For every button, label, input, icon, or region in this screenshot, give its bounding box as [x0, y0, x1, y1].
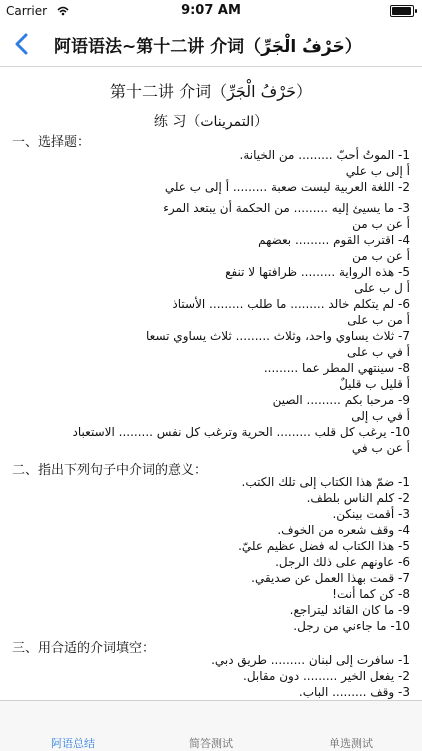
exercise-line: 1- سافرت إلى لبنان ......... طريق دبي.	[211, 653, 410, 667]
exercise-line: أ عن ب من	[352, 249, 410, 263]
exercise-line: 1- ضمّ هذا الكتاب إلى تلك الكتب.	[241, 475, 410, 489]
exercise-subtitle: 练 习（التمرينات）	[153, 114, 269, 130]
exercise-line: 6- لم يتكلم خالد ......... ما طلب ......... الأستاذ	[172, 297, 410, 311]
exercise-line: 4- وقف شعره من الخوف.	[277, 523, 410, 537]
battery-icon	[390, 5, 414, 17]
exercise-line: أ ل ب على	[354, 281, 410, 295]
status-time: 9:07 AM	[181, 3, 241, 18]
section-heading-2: 二、指出下列句子中介词的意义：	[12, 463, 208, 478]
exercise-line: 7- قمت بهذا العمل عن صديقي.	[251, 571, 410, 585]
exercise-line: 9- ما كان القائد ليتراجع.	[289, 603, 410, 617]
tab-short-answer[interactable]: 简答测试	[189, 737, 233, 750]
exercise-line: أ إلى ب علي	[345, 164, 410, 178]
back-button[interactable]	[8, 30, 36, 58]
exercise-line: 8- سينتهي المطر عما .........	[263, 361, 410, 375]
exercise-line: 1- الموتُ أحبّ ......... من الخيانة.	[239, 148, 410, 162]
exercise-line: 7- ثلاث يساوي واحد، وثلاث ......... ثلاث يساوي تسعا	[146, 329, 410, 343]
lesson-title: 第十二讲 介词（حَرْفُ الْجَرِّ）	[110, 82, 312, 101]
section-heading-3: 三、用合适的介词填空：	[12, 641, 156, 656]
lesson-content[interactable]	[0, 67, 422, 700]
exercise-line: 3- ما يسيئ إليه ......... من الحكمة أن يبتعد المرء	[163, 201, 410, 215]
exercise-line: أ من ب على	[347, 313, 410, 327]
exercise-line: 5- هذه الرواية ......... ظرافتها لا تنفع	[225, 265, 410, 279]
navigation-bar	[0, 22, 422, 67]
exercise-line: 2- كلم الناس بلطف.	[306, 491, 410, 505]
tab-summary[interactable]: 阿语总结	[51, 737, 95, 750]
exercise-line: 5- هذا الكتاب له فضل عظيم عليّ.	[238, 539, 410, 553]
exercise-line: 3- وقف ......... الباب.	[298, 685, 410, 699]
exercise-line: أ قليل ب قليلٌ	[339, 377, 410, 391]
exercise-line: 3- أقمت بينكن.	[332, 507, 410, 521]
exercise-line: 4- اقترب القوم ......... بعضهم	[258, 233, 410, 247]
tab-single-choice[interactable]: 单选测试	[329, 737, 373, 750]
status-bar	[0, 0, 422, 22]
exercise-line: 10- يرغب كل قلب ......... الحرية وترغب كل نفس ......... الاستعباد	[72, 425, 410, 439]
carrier-text: Carrier	[6, 4, 48, 18]
page-title: 阿语语法~第十二讲 介词（حَرْفُ الْجَرِّ）	[54, 37, 362, 57]
exercise-line: 9- مرحبا بكم ......... الصين	[272, 393, 410, 407]
exercise-line: 2- اللغة العربية ليست صعبة ......... أ إلى ب علي	[164, 180, 410, 194]
exercise-line: 2- يفعل الخير ......... دون مقابل.	[243, 669, 410, 683]
section-heading-1: 一、选择题：	[12, 135, 91, 150]
exercise-line: 10- ما جاءني من رجل.	[293, 619, 410, 633]
exercise-line: 8- كن كما أنت!	[332, 587, 410, 601]
exercise-line: أ عن ب في	[351, 441, 410, 455]
tab-bar	[0, 700, 422, 751]
exercise-line: 6- عاونهم على ذلك الرجل.	[275, 555, 410, 569]
chevron-left-icon	[8, 30, 36, 58]
exercise-line: أ في ب على	[347, 345, 410, 359]
exercise-line: أ في ب إلى	[351, 409, 410, 423]
exercise-line: أ عن ب من	[352, 217, 410, 231]
